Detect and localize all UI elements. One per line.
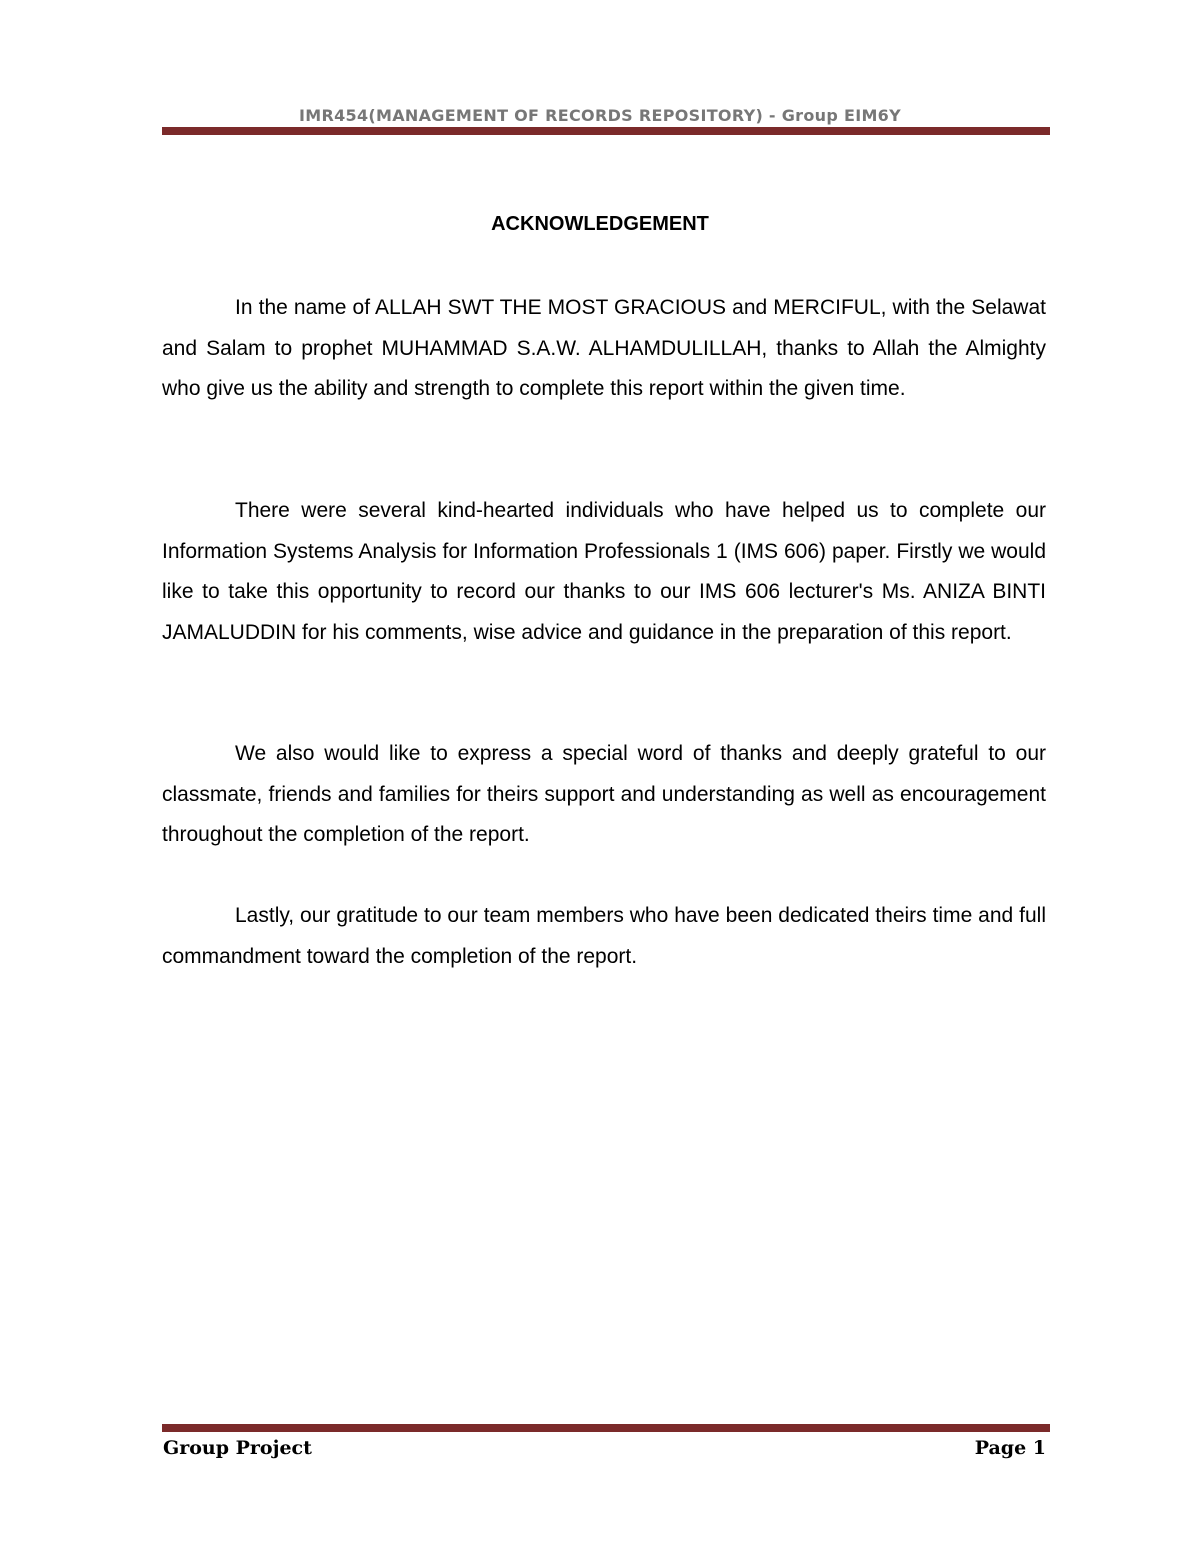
paragraph-4: Lastly, our gratitude to our team members who have been dedicated theirs time and full commandment toward the completion of the report. xyxy=(162,904,1046,968)
page-title: ACKNOWLEDGEMENT xyxy=(491,213,709,235)
footer-label: Group Project xyxy=(163,1437,312,1459)
header-rule xyxy=(162,127,1050,135)
running-header: IMR454(MANAGEMENT OF RECORDS REPOSITORY) - Group EIM6Y xyxy=(298,106,901,125)
page-number: Page 1 xyxy=(974,1437,1046,1459)
paragraph-2: There were several kind-hearted individuals who have helped us to complete our Information Systems Analysis for Information Professionals 1 (IMS 606) paper. Firstly we would like to take this opportunity to record our thanks to our IMS 606 lecturer's Ms. ANIZA BINTI JAMALUDDIN for his comments, wise advice and guidance in the preparation of this report. xyxy=(162,499,1046,644)
paragraph-3: We also would like to express a special word of thanks and deeply grateful to our classmate, friends and families for theirs support and understanding as well as encouragement throughout the completion of the report. xyxy=(162,742,1046,847)
paragraph-1: In the name of ALLAH SWT THE MOST GRACIOUS and MERCIFUL, with the Selawat and Salam to prophet MUHAMMAD S.A.W. ALHAMDULILLAH, thanks to Allah the Almighty who give us the ability and strength to complete this report within the given time. xyxy=(162,296,1046,401)
footer-rule xyxy=(162,1424,1050,1432)
